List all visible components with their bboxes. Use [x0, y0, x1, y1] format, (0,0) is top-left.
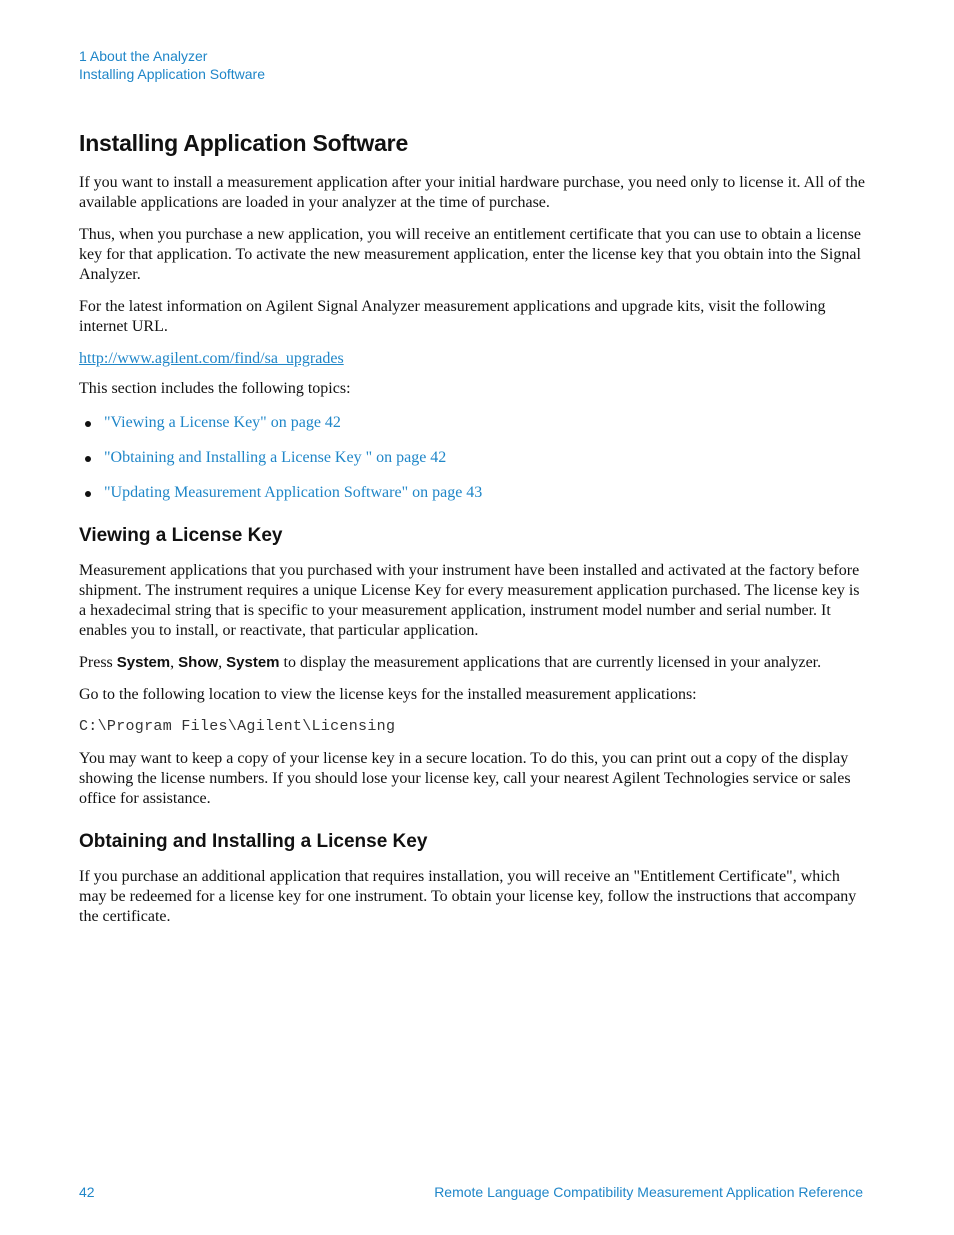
page-title: Installing Application Software [79, 130, 409, 156]
url-paragraph [79, 349, 869, 369]
topic-link-viewing[interactable]: "Viewing a License Key" on page 42 [104, 414, 341, 431]
intro-paragraph-2: Thus, when you purchase a new application, you will receive an entitlement certificate that you can use to obtain a license key for that application. To activate the new measurement application, enter the license key that you obtain into the Signal Analyzer. [79, 226, 861, 283]
list-item [79, 413, 869, 433]
key-system-2: System [226, 654, 280, 671]
licensing-path: C:\Program Files\Agilent\Licensing [79, 718, 396, 735]
section-heading-viewing: Viewing a License Key [79, 525, 283, 546]
sep-1: , [170, 654, 179, 671]
bullet-icon [85, 491, 91, 497]
page-content [79, 130, 869, 939]
header-chapter: 1 About the Analyzer [79, 48, 208, 64]
key-system-1: System [116, 654, 171, 671]
viewing-paragraph-3: Go to the following location to view the license keys for the installed measurement applications: [79, 686, 697, 703]
viewing-paragraph-1: Measurement applications that you purchased with your instrument have been installed and activated at the factory before shipment. The instrument requires a unique License Key for every measurement application purchased. The license key is a hexadecimal string that is specific to your measurement application, instrument model number and serial number. It enables you to install, or reactivate, that particular application. [79, 562, 860, 639]
header-section: Installing Application Software [79, 66, 265, 82]
topics-intro: This section includes the following topics: [79, 380, 351, 397]
section-heading-obtaining: Obtaining and Installing a License Key [79, 831, 428, 852]
list-item [79, 483, 869, 503]
topic-link-updating[interactable]: "Updating Measurement Application Software" on page 43 [104, 484, 483, 501]
list-item [79, 448, 869, 468]
press-prefix: Press [79, 654, 117, 671]
viewing-paragraph-4: You may want to keep a copy of your license key in a secure location. To do this, you can print out a copy of the display showing the license numbers. If you should lose your license key, call your nearest Agilent Technologies service or sales office for assistance. [79, 750, 851, 807]
upgrades-url-link[interactable]: http://www.agilent.com/find/sa_upgrades [79, 350, 344, 367]
key-show: Show [178, 654, 219, 671]
press-suffix: to display the measurement applications that are currently licensed in your analyzer. [279, 654, 822, 671]
viewing-press-paragraph [79, 653, 869, 673]
bullet-icon [85, 421, 91, 427]
running-header [79, 47, 265, 83]
bullet-icon [85, 456, 91, 462]
obtaining-paragraph-1: If you purchase an additional application that requires installation, you will receive an "Entitlement Certificate", which may be redeemed for a license key for one instrument. To obtain your license key, follow the instructions that accompany the certificate. [79, 868, 857, 925]
topics-list [79, 413, 869, 503]
topic-link-obtaining[interactable]: "Obtaining and Installing a License Key " on page 42 [104, 449, 447, 466]
book-title: Remote Language Compatibility Measurement Application Reference [434, 1184, 863, 1200]
sep-2: , [218, 654, 227, 671]
intro-paragraph-1: If you want to install a measurement application after your initial hardware purchase, you need only to license it. All of the available applications are loaded in your analyzer at the time of purchase. [79, 174, 865, 211]
intro-paragraph-3: For the latest information on Agilent Signal Analyzer measurement applications and upgrade kits, visit the following internet URL. [79, 298, 826, 335]
page-number: 42 [79, 1184, 95, 1200]
